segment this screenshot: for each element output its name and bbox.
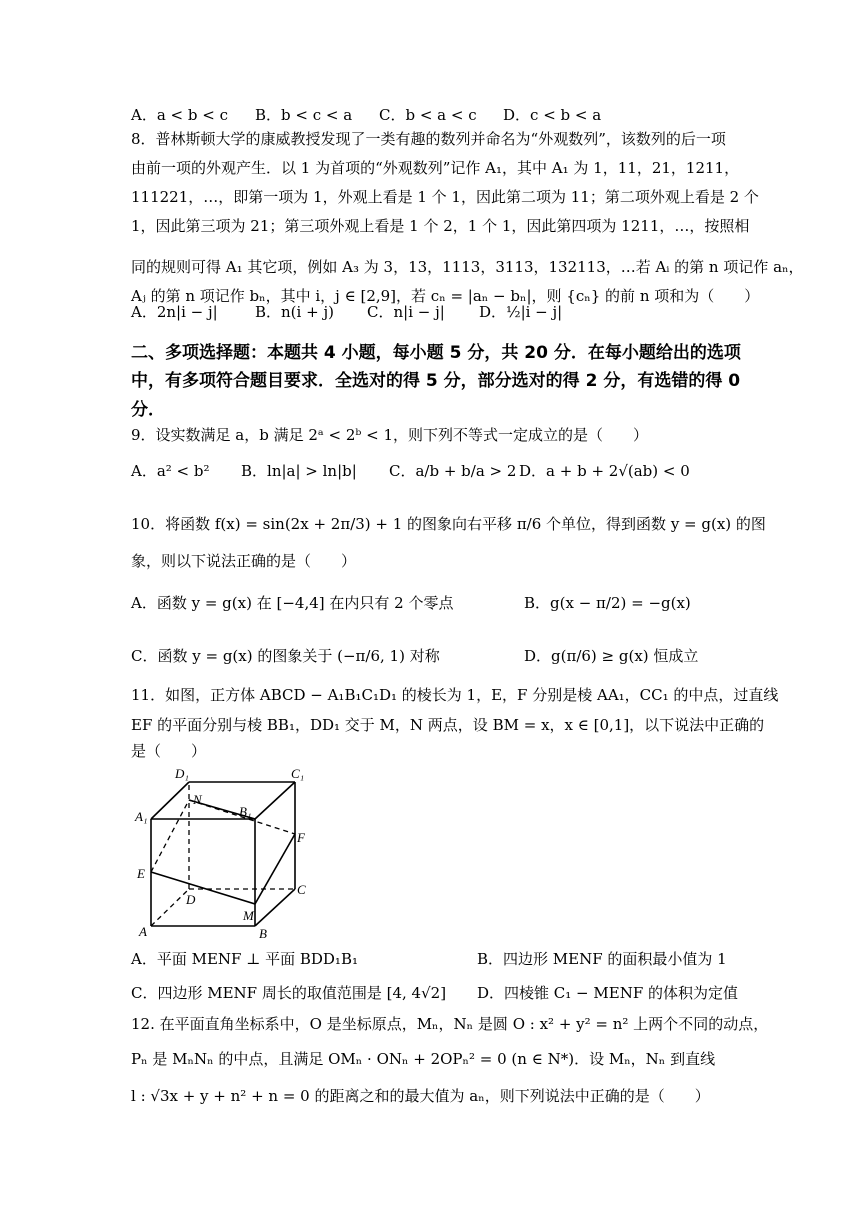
section2-heading-line-3: 分． xyxy=(131,400,165,420)
edge-a-d xyxy=(151,889,189,926)
q8-options xyxy=(131,301,562,323)
q9-option-d: D．a + b + 2√(ab) < 0 xyxy=(519,462,690,480)
q7-option-a: A．a < b < c xyxy=(131,106,228,124)
q11-option-d: D．四棱锥 C₁ − MENF 的体积为定值 xyxy=(477,984,738,1002)
q11-option-b: B．四边形 MENF 的面积最小值为 1 xyxy=(477,950,727,968)
q8-line-4: 1，因此第三项为 21；第三项外观上看是 1 个 2，1 个 1，因此第四项为 1211，…，按照相 xyxy=(131,217,750,235)
q8-line-1: 8．普林斯顿大学的康威教授发现了一类有趣的数列并命名为“外观数列”，该数列的后一项 xyxy=(131,130,726,148)
q8-option-c: C．n|i − j| xyxy=(367,303,445,321)
cube-figure xyxy=(131,764,311,942)
q10-option-d: D．g(π/6) ≥ g(x) 恒成立 xyxy=(524,647,699,665)
label-a: A xyxy=(139,924,147,939)
q11-option-c: C．四边形 MENF 周长的取值范围是 [4, 4√2] xyxy=(131,984,447,1002)
q7-option-c: C．b < a < c xyxy=(379,106,477,124)
q10-option-c: C．函数 y = g(x) 的图象关于 (−π/6, 1) 对称 xyxy=(131,647,440,665)
edge-a1-d1 xyxy=(151,782,189,819)
q7-option-d: D．c < b < a xyxy=(503,106,602,124)
section2-heading-line-1: 二、多项选择题：本题共 4 小题，每小题 5 分，共 20 分．在每小题给出的选项 xyxy=(131,343,741,363)
label-d1: D₁ xyxy=(175,766,189,781)
label-e: E xyxy=(137,866,145,881)
q8-line-3: 111221，…，即第一项为 1，外观上看是 1 个 1，因此第二项为 11；第二项外观上看是 2 个 xyxy=(131,188,759,206)
q10-option-a: A．函数 y = g(x) 在 [−4,4] 在内只有 2 个零点 xyxy=(131,594,454,612)
q8-line-2: 由前一项的外观产生．以 1 为首项的“外观数列”记作 A₁，其中 A₁ 为 1，11，21，1211， xyxy=(131,159,740,177)
label-d: D xyxy=(186,892,196,907)
label-f: F xyxy=(297,830,305,845)
q8-option-a: A．2n|i − j| xyxy=(131,303,218,321)
q9-options xyxy=(131,460,690,482)
q9-option-c: C．a/b + b/a > 2 xyxy=(389,462,517,480)
q12-line-2: Pₙ 是 MₙNₙ 的中点，且满足 OMₙ · ONₙ + 2OPₙ² = 0 (n ∈ N*)．设 Mₙ，Nₙ 到直线 xyxy=(131,1050,716,1068)
q9-option-b: B．ln|a| > ln|b| xyxy=(241,462,357,480)
section2-heading-line-2: 中，有多项符合题目要求．全选对的得 5 分，部分选对的得 2 分，有选错的得 0 xyxy=(131,371,741,391)
q11-option-a: A．平面 MENF ⊥ 平面 BDD₁B₁ xyxy=(131,950,358,968)
q9-stem: 9．设实数满足 a，b 满足 2ᵃ < 2ᵇ < 1，则下列不等式一定成立的是（ ） xyxy=(131,426,649,444)
q7-option-b: B．b < c < a xyxy=(255,106,353,124)
edge-e-n xyxy=(151,800,189,872)
q10-line-2: 象，则以下说法正确的是（ ） xyxy=(131,552,357,570)
q8-line-6: Aⱼ 的第 n 项记作 bₙ，其中 i，j ∈ [2,9]，若 cₙ = |aₙ − bₙ|，则 {cₙ} 的前 n 项和为（ ） xyxy=(131,287,760,305)
q10-line-1: 10．将函数 f(x) = sin(2x + 2π/3) + 1 的图象向右平移 π/6 个单位，得到函数 y = g(x) 的图 xyxy=(131,515,766,533)
q12-line-3: l : √3x + y + n² + n = 0 的距离之和的最大值为 aₙ，则下列说法中正确的是（ ） xyxy=(131,1087,710,1105)
edge-e-m xyxy=(151,872,255,904)
q8-line-5: 同的规则可得 A₁ 其它项，例如 A₃ 为 3，13，1113，3113，132113，…若 Aᵢ 的第 n 项记作 aₙ， xyxy=(131,258,804,276)
q9-option-a: A．a² < b² xyxy=(131,462,210,480)
label-b: B xyxy=(259,926,267,941)
q8-option-d: D．½|i − j| xyxy=(479,303,563,321)
q7-options xyxy=(131,104,601,126)
q11-line-3: 是（ ） xyxy=(131,742,207,760)
label-m: M xyxy=(243,908,254,923)
q12-line-1: 12. 在平面直角坐标系中，O 是坐标原点，Mₙ，Nₙ 是圆 O : x² + y² = n² 上两个不同的动点， xyxy=(131,1015,769,1033)
edge-b1-c1 xyxy=(255,782,295,819)
label-c: C xyxy=(297,882,306,897)
label-n: N xyxy=(193,792,202,807)
label-b1: B₁ xyxy=(239,804,252,819)
q11-line-1: 11．如图，正方体 ABCD − A₁B₁C₁D₁ 的棱长为 1，E，F 分别是棱 AA₁，CC₁ 的中点，过直线 xyxy=(131,686,779,704)
q8-option-b: B．n(i + j) xyxy=(255,303,334,321)
q10-option-b: B．g(x − π/2) = −g(x) xyxy=(524,594,691,612)
label-a1: A₁ xyxy=(135,809,148,824)
label-c1: C₁ xyxy=(291,766,305,781)
q11-line-2: EF 的平面分别与棱 BB₁，DD₁ 交于 M，N 两点，设 BM = x，x ∈ [0,1]，以下说法中正确的 xyxy=(131,716,765,734)
